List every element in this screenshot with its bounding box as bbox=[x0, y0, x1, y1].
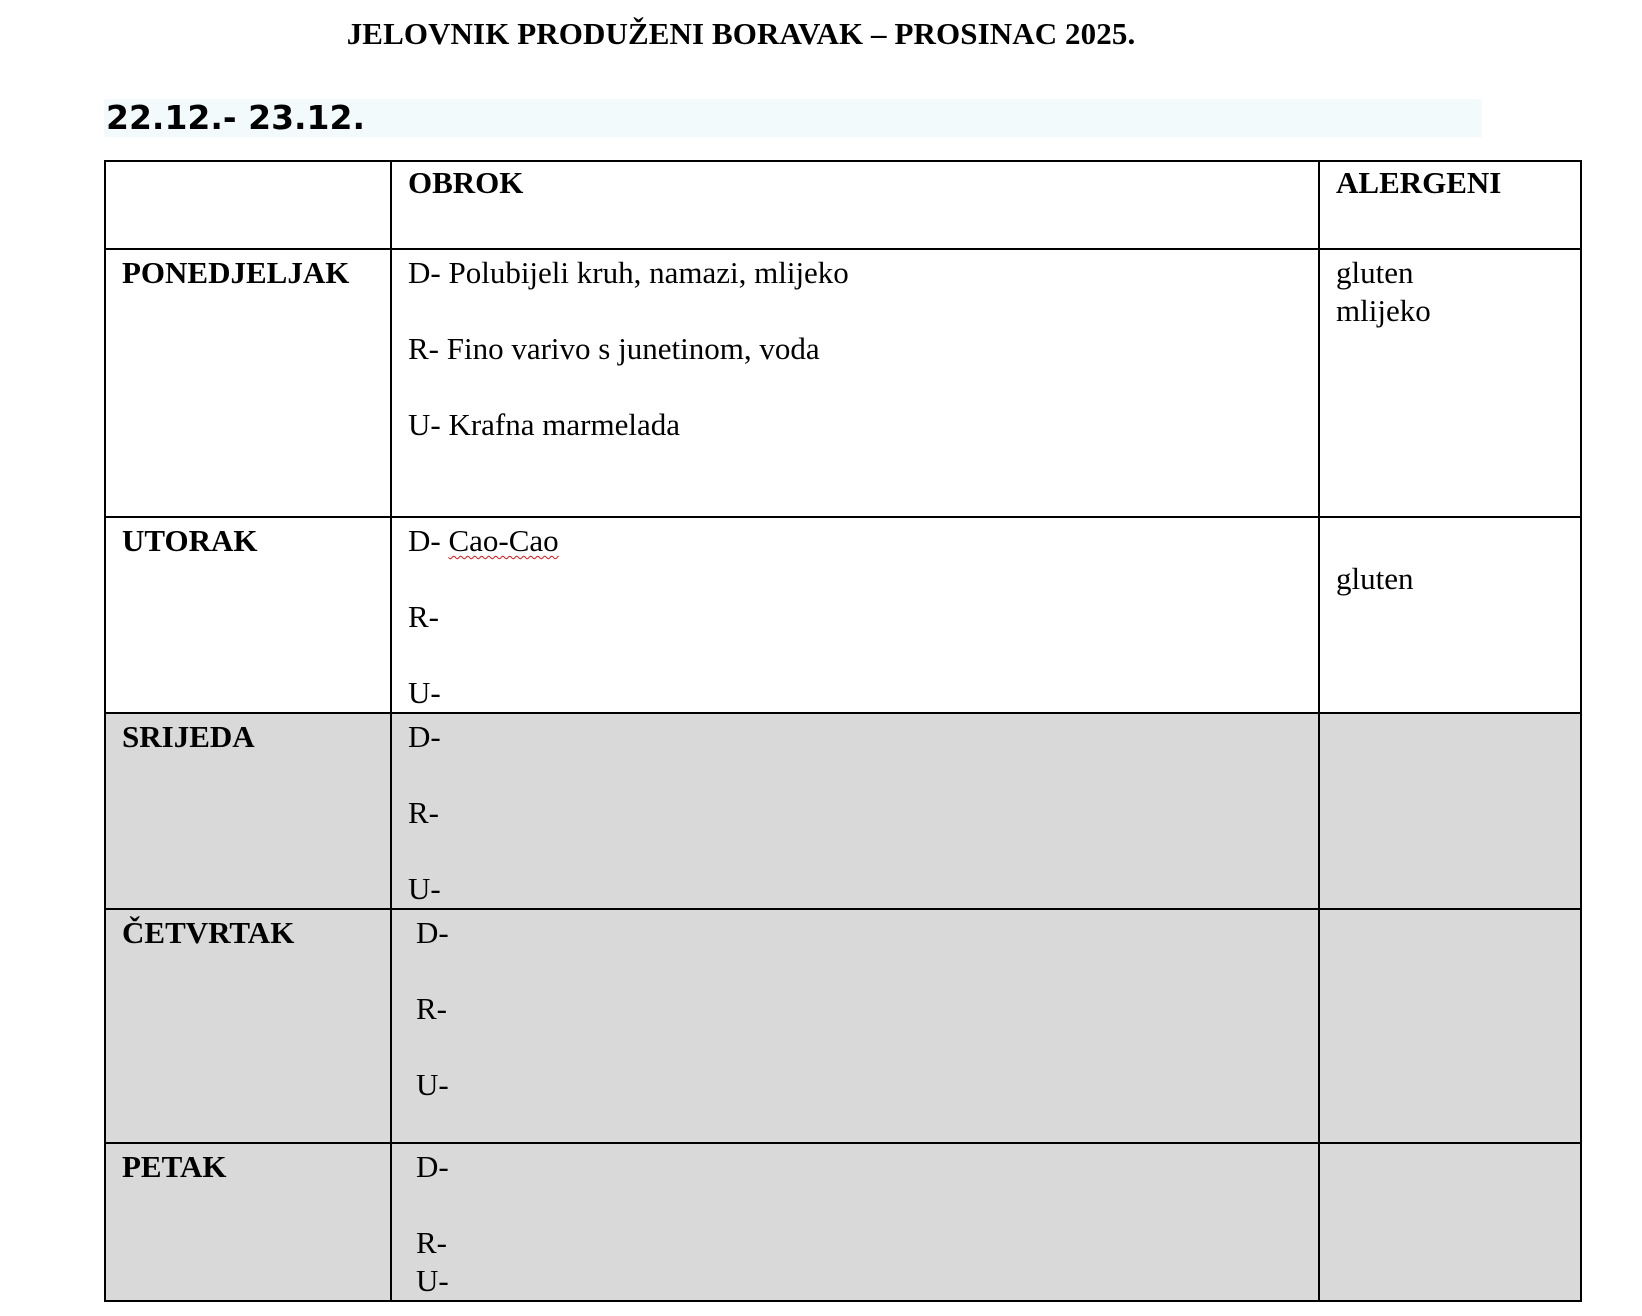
meal-breakfast: D- bbox=[408, 719, 441, 754]
day-cell bbox=[105, 909, 391, 1143]
spellcheck-flagged-word[interactable]: Cao-Cao bbox=[448, 523, 559, 558]
header-allergens: ALERGENI bbox=[1319, 161, 1581, 249]
allergens-cell bbox=[1319, 713, 1581, 909]
day-label: PETAK bbox=[122, 1149, 227, 1184]
meal-cell bbox=[391, 1143, 1319, 1301]
day-label: SRIJEDA bbox=[122, 719, 255, 754]
day-cell bbox=[105, 1143, 391, 1301]
menu-table bbox=[104, 160, 1582, 1302]
header-meal: OBROK bbox=[391, 161, 1319, 249]
meal-cell bbox=[391, 909, 1319, 1143]
allergens-cell bbox=[1319, 517, 1581, 713]
day-label: PONEDJELJAK bbox=[122, 255, 350, 290]
meal-cell bbox=[391, 713, 1319, 909]
meal-snack: U- Krafna marmelada bbox=[408, 407, 680, 442]
allergen-item: gluten bbox=[1336, 561, 1414, 596]
allergens-cell bbox=[1319, 909, 1581, 1143]
table-row-ponedjeljak bbox=[105, 249, 1581, 517]
allergens-cell bbox=[1319, 1143, 1581, 1301]
meal-lunch: R- bbox=[408, 795, 439, 830]
day-cell bbox=[105, 249, 391, 517]
week-heading-band bbox=[104, 99, 1482, 137]
allergens-cell bbox=[1319, 249, 1581, 517]
meal-cell bbox=[391, 517, 1319, 713]
table-row-cetvrtak bbox=[105, 909, 1581, 1143]
meal-snack: U- bbox=[408, 871, 441, 906]
meal-cell bbox=[391, 249, 1319, 517]
meal-lunch: R- bbox=[416, 1225, 447, 1260]
day-cell bbox=[105, 517, 391, 713]
allergen-item: gluten bbox=[1336, 255, 1414, 290]
meal-breakfast bbox=[408, 522, 1318, 560]
table-row-utorak bbox=[105, 517, 1581, 713]
meal-lunch: R- bbox=[408, 599, 439, 634]
meal-lunch: R- Fino varivo s junetinom, voda bbox=[408, 331, 820, 366]
table-row-srijeda bbox=[105, 713, 1581, 909]
day-cell bbox=[105, 713, 391, 909]
table-row-petak bbox=[105, 1143, 1581, 1301]
meal-snack: U- bbox=[416, 1263, 449, 1298]
meal-prefix: D- bbox=[408, 523, 449, 558]
header-day bbox=[105, 161, 391, 249]
week-date-range: 22.12.- 23.12. bbox=[106, 98, 366, 137]
meal-snack: U- bbox=[408, 675, 441, 710]
meal-breakfast: D- Polubijeli kruh, namazi, mlijeko bbox=[408, 255, 849, 290]
day-label: ČETVRTAK bbox=[122, 915, 295, 950]
meal-breakfast: D- bbox=[416, 915, 449, 950]
meal-breakfast: D- bbox=[416, 1149, 449, 1184]
meal-snack: U- bbox=[416, 1067, 449, 1102]
table-header-row bbox=[105, 161, 1581, 249]
document-title: JELOVNIK PRODUŽENI BORAVAK – PROSINAC 2025. bbox=[346, 16, 1136, 51]
allergen-item: mlijeko bbox=[1336, 293, 1431, 328]
meal-lunch: R- bbox=[416, 991, 447, 1026]
day-label: UTORAK bbox=[122, 523, 258, 558]
